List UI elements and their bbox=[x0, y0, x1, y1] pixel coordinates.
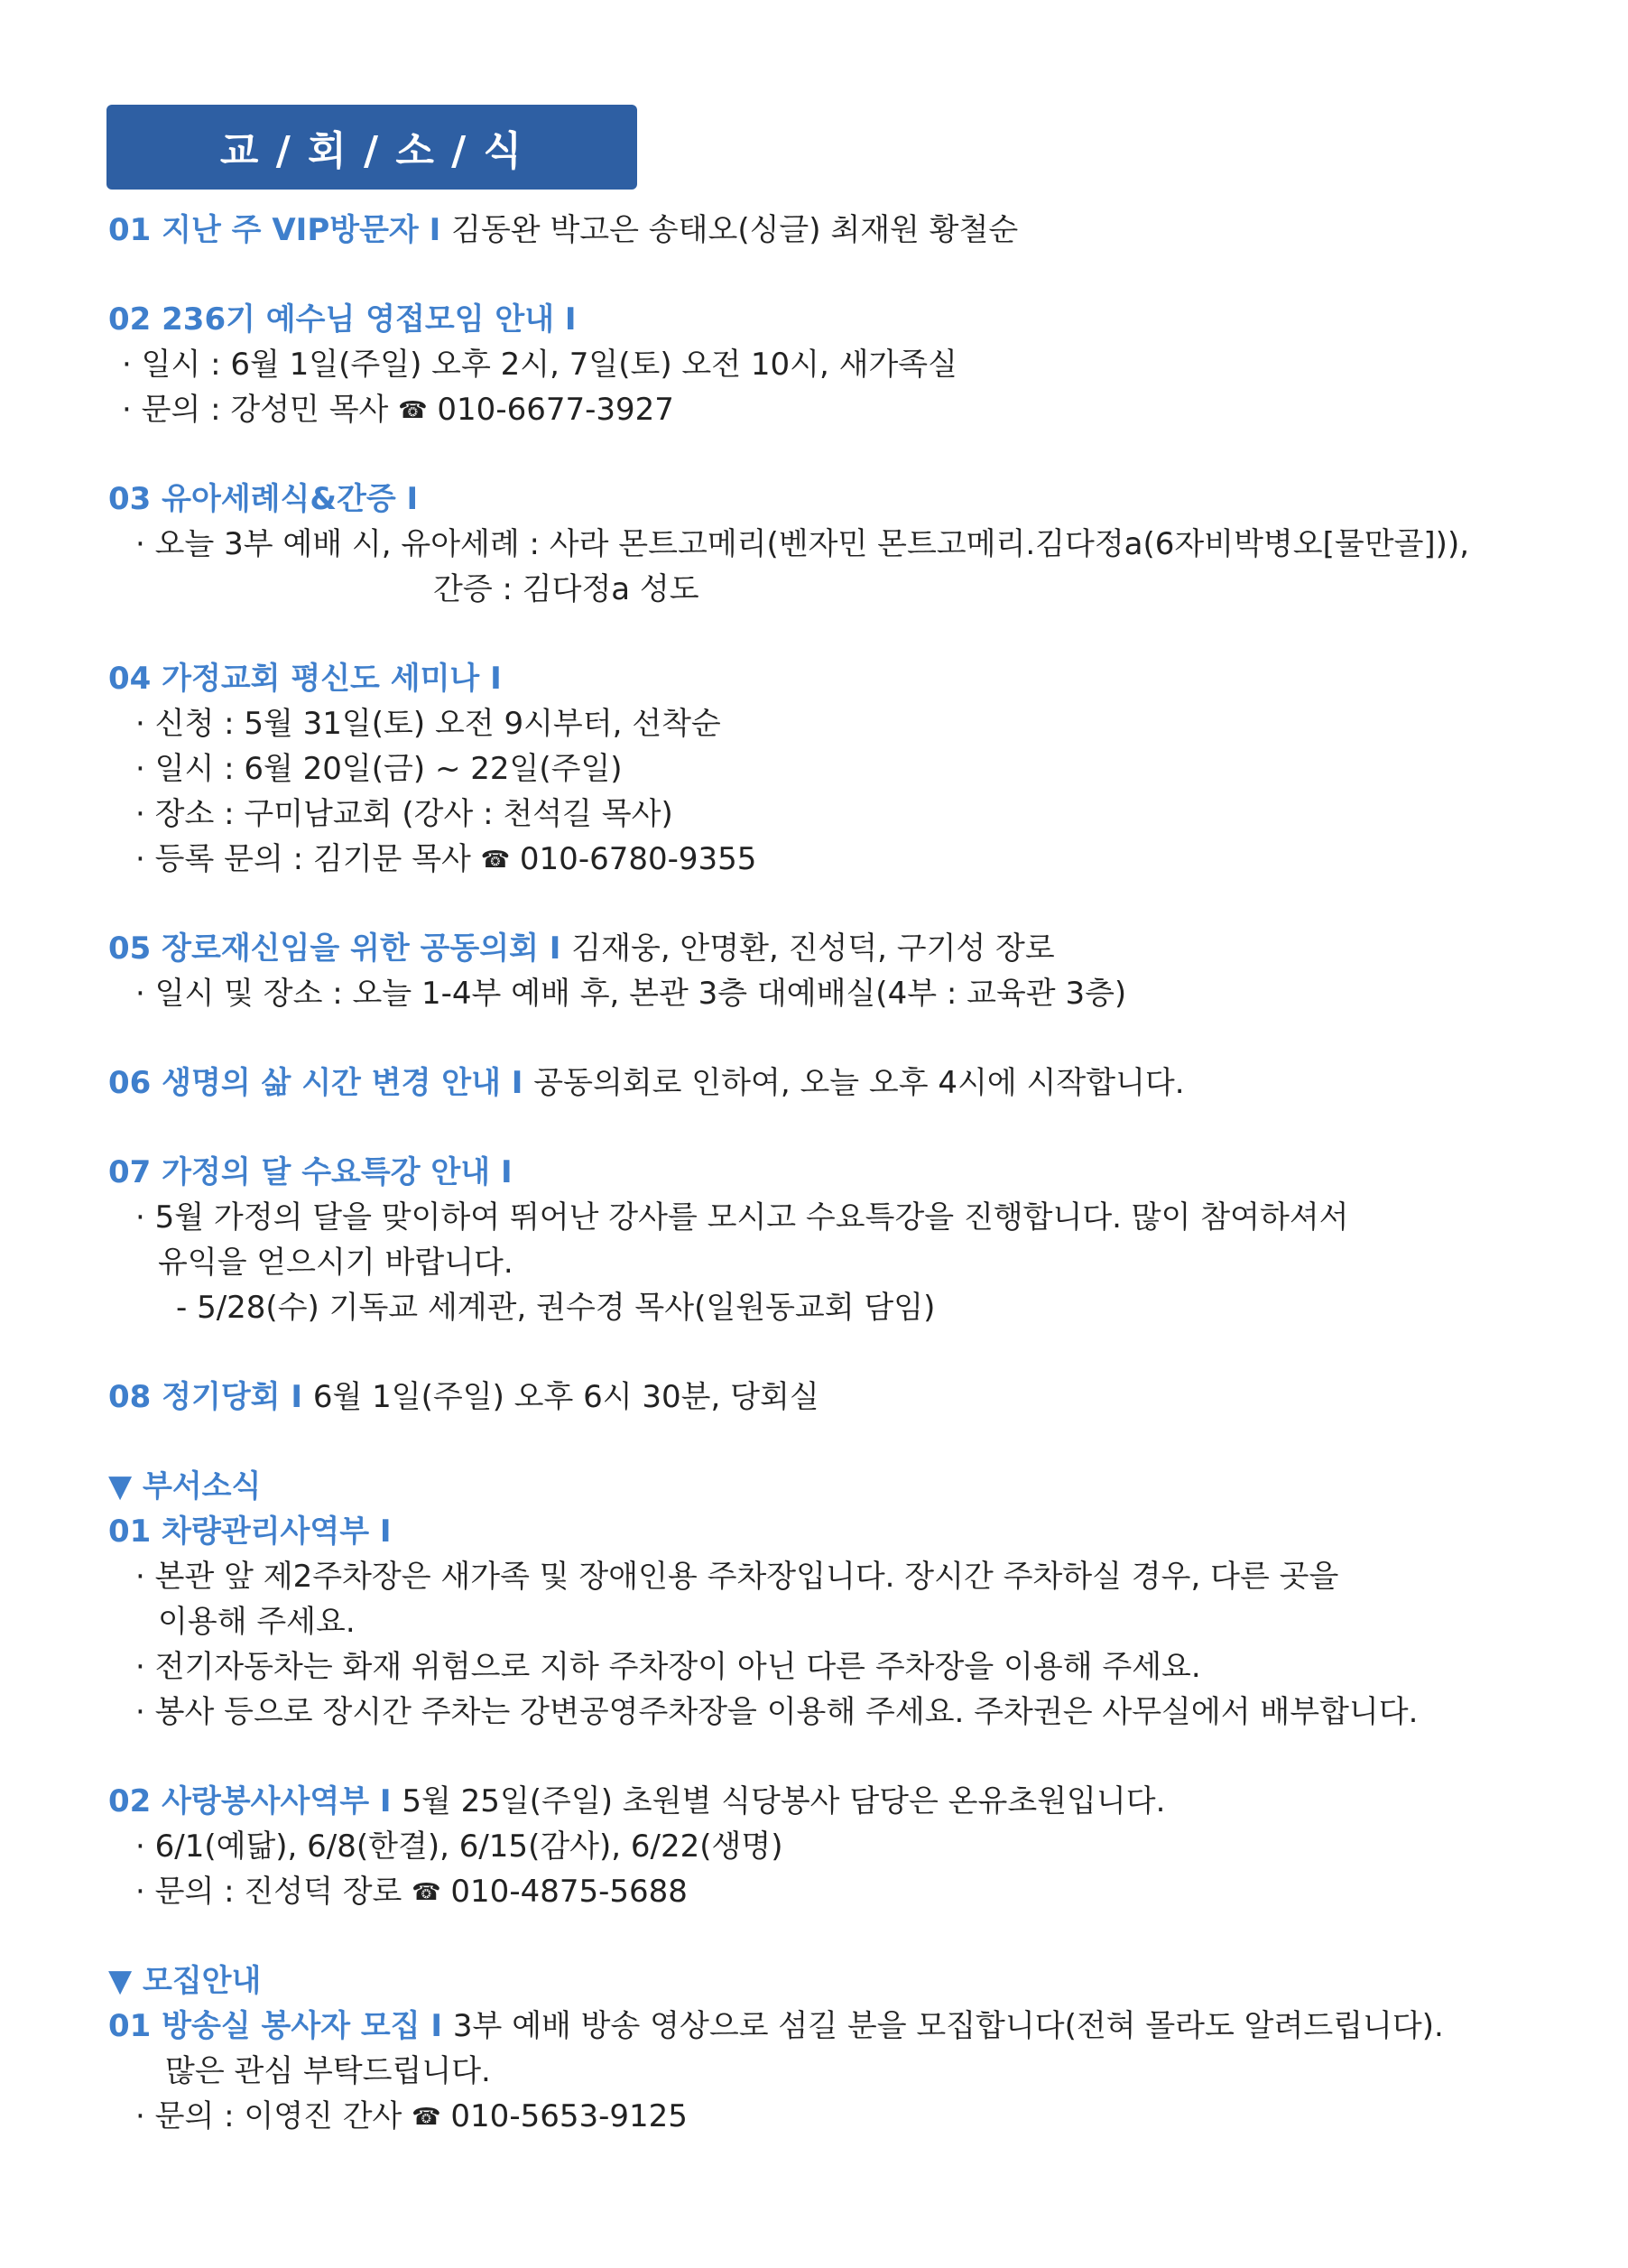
list-item bbox=[0, 2049, 1628, 2094]
phone-number: 010-6677-3927 bbox=[437, 392, 674, 428]
item-text: · 문의 : 강성민 목사 bbox=[122, 392, 399, 428]
section-heading: ▼ 모집안내 bbox=[108, 1963, 262, 1999]
item-text: 6월 1일(주일) 오후 6시 30분, 당회실 bbox=[312, 1379, 819, 1415]
phone-icon: ☎ bbox=[480, 847, 511, 874]
item-heading: 05 장로재신임을 위한 공동의회 I bbox=[108, 930, 572, 967]
item-text: 3부 예배 방송 영상으로 섬길 분을 모집합니다(전혀 몰라도 알려드립니다). bbox=[452, 2008, 1444, 2044]
section-heading: ▼ 부서소식 bbox=[108, 1468, 262, 1504]
item-text: 간증 : 김다정a 성도 bbox=[433, 571, 699, 607]
section-department-news bbox=[0, 1464, 1628, 1509]
item-heading: 01 지난 주 VIP방문자 I bbox=[108, 212, 452, 248]
item-heading: 02 사랑봉사사역부 I bbox=[108, 1783, 402, 1819]
news-item-infant-baptism bbox=[0, 477, 1628, 522]
list-item bbox=[0, 746, 1628, 791]
item-text: 김동완 박고은 송태오(싱글) 최재원 황철순 bbox=[451, 212, 1019, 248]
list-item bbox=[0, 2094, 1628, 2139]
news-item-schedule-change bbox=[0, 1060, 1628, 1106]
item-text: · 6/1(예닮), 6/8(한결), 6/15(감사), 6/22(생명) bbox=[135, 1828, 783, 1865]
item-text: 많은 관심 부탁드립니다. bbox=[165, 2053, 491, 2089]
list-item bbox=[0, 701, 1628, 746]
item-text: · 장소 : 구미남교회 (강사 : 천석길 목사) bbox=[135, 796, 673, 832]
item-text: · 봉사 등으로 장시간 주차는 강변공영주차장을 이용해 주세요. 주차권은 사무실에서 배부합니다. bbox=[135, 1694, 1419, 1730]
item-text: · 신청 : 5월 31일(토) 오전 9시부터, 선착순 bbox=[135, 706, 721, 742]
item-text: 김재웅, 안명환, 진성덕, 구기성 장로 bbox=[571, 930, 1055, 967]
list-item bbox=[0, 342, 1628, 387]
phone-number: 010-6780-9355 bbox=[519, 841, 757, 877]
list-item bbox=[0, 567, 1628, 612]
page-title: 교 / 회 / 소 / 식 bbox=[219, 128, 524, 174]
list-item bbox=[0, 522, 1628, 567]
news-item-welcome-meeting bbox=[0, 297, 1628, 342]
list-item bbox=[0, 1824, 1628, 1869]
phone-icon: ☎ bbox=[412, 1879, 441, 1906]
item-text: · 5월 가정의 달을 맞이하여 뛰어난 강사를 모시고 수요특강을 진행합니다. 많이 참여하셔서 bbox=[135, 1199, 1349, 1236]
item-heading: 01 차량관리사역부 I bbox=[108, 1514, 392, 1550]
list-item bbox=[0, 1195, 1628, 1240]
item-text: 이용해 주세요. bbox=[158, 1604, 356, 1640]
item-heading: 07 가정의 달 수요특강 안내 I bbox=[108, 1154, 513, 1190]
item-text: · 문의 : 이영진 간사 bbox=[135, 2098, 412, 2134]
phone-number: 010-5653-9125 bbox=[450, 2098, 688, 2134]
item-heading: 04 가정교회 평신도 세미나 I bbox=[108, 661, 502, 697]
item-text: · 오늘 3부 예배 시, 유아세례 : 사라 몬트고메리(벤자민 몬트고메리.김다정a(6자비박병오[물만골])), bbox=[135, 526, 1470, 562]
item-text: 공동의회로 인하여, 오늘 오후 4시에 시작합니다. bbox=[533, 1065, 1185, 1101]
title-banner bbox=[106, 105, 637, 190]
item-text: · 문의 : 진성덕 장로 bbox=[135, 1874, 412, 1910]
news-item-session-meeting bbox=[0, 1375, 1628, 1420]
news-item-parking bbox=[0, 1509, 1628, 1554]
news-item-seminar bbox=[0, 656, 1628, 701]
list-item bbox=[0, 1689, 1628, 1735]
list-item bbox=[0, 1644, 1628, 1689]
item-heading: 01 방송실 봉사자 모집 I bbox=[108, 2008, 453, 2044]
item-heading: 06 생명의 삶 시간 변경 안내 I bbox=[108, 1065, 534, 1101]
item-text: 5월 25일(주일) 초원별 식당봉사 담당은 온유초원입니다. bbox=[402, 1783, 1166, 1819]
news-content bbox=[0, 208, 1628, 2139]
item-text: - 5/28(수) 기독교 세계관, 권수경 목사(일원동교회 담임) bbox=[176, 1290, 936, 1326]
list-item bbox=[0, 1869, 1628, 1914]
item-text: · 본관 앞 제2주차장은 새가족 및 장애인용 주차장입니다. 장시간 주차하실 경우, 다른 곳을 bbox=[135, 1559, 1339, 1595]
item-heading: 02 236기 예수님 영접모임 안내 I bbox=[108, 301, 577, 338]
list-item bbox=[0, 1240, 1628, 1285]
news-item-vip-visitors bbox=[0, 208, 1628, 253]
list-item bbox=[0, 837, 1628, 882]
phone-icon: ☎ bbox=[398, 397, 428, 424]
phone-icon: ☎ bbox=[412, 2104, 441, 2131]
news-item-wednesday-lecture bbox=[0, 1150, 1628, 1195]
list-item bbox=[0, 791, 1628, 837]
news-item-broadcast-volunteer bbox=[0, 2004, 1628, 2049]
list-item bbox=[0, 387, 1628, 432]
list-item bbox=[0, 1599, 1628, 1644]
item-heading: 08 정기당회 I bbox=[108, 1379, 313, 1415]
item-text: 유익을 얻으시기 바랍니다. bbox=[158, 1245, 513, 1281]
news-item-congregation-meeting bbox=[0, 926, 1628, 971]
section-recruitment bbox=[0, 1958, 1628, 2004]
list-item bbox=[0, 1554, 1628, 1599]
item-text: · 일시 및 장소 : 오늘 1-4부 예배 후, 본관 3층 대예배실(4부 : 교육관 3층) bbox=[135, 976, 1127, 1012]
news-item-love-service bbox=[0, 1779, 1628, 1824]
list-item bbox=[0, 971, 1628, 1016]
list-item bbox=[0, 1285, 1628, 1330]
phone-number: 010-4875-5688 bbox=[450, 1874, 688, 1910]
item-text: · 일시 : 6월 1일(주일) 오후 2시, 7일(토) 오전 10시, 새가족실 bbox=[122, 347, 957, 383]
item-text: · 전기자동차는 화재 위험으로 지하 주차장이 아닌 다른 주차장을 이용해 주세요. bbox=[135, 1649, 1201, 1685]
item-heading: 03 유아세례식&간증 I bbox=[108, 481, 419, 517]
item-text: · 등록 문의 : 김기문 목사 bbox=[135, 841, 481, 877]
item-text: · 일시 : 6월 20일(금) ~ 22일(주일) bbox=[135, 751, 623, 787]
